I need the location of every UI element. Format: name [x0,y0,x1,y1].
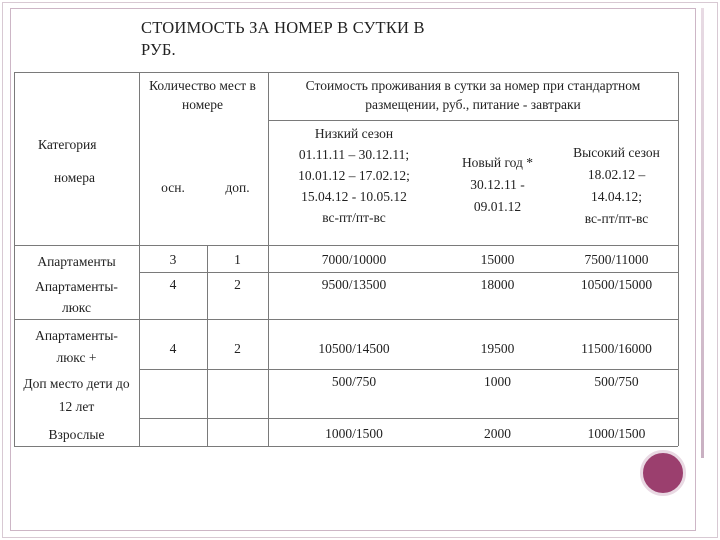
header-main: осн. [161,180,185,195]
new-year-line: 30.12.11 - [470,177,525,192]
header-low-season [268,123,440,228]
header-category [14,135,139,154]
low-season-line: вс-пт/пт-вс [322,210,386,225]
row-category-line: Доп место дети до [23,376,130,391]
row-category-line: Апартаменты- [35,328,118,343]
table-border-right [678,72,679,446]
high-season-line: вс-пт/пт-вс [584,211,649,226]
header-cost-line: Стоимость проживания в сутки за номер при стандартном [305,78,641,93]
row-category-line: люкс [61,300,92,315]
row-main: 4 [169,341,177,356]
header-new-year [440,152,555,218]
header-category-line: Категория [38,137,97,152]
header-places-line: Количество мест в [149,78,256,93]
title-line-2: РУБ. [141,40,176,59]
row-low: 9500/13500 [321,277,387,292]
row-high: 10500/15000 [580,277,653,292]
low-season-line: Низкий сезон [314,126,394,141]
row-low: 10500/14500 [318,341,390,356]
row-extra: 1 [234,252,241,267]
header-category-line: номера [54,170,95,185]
row-low: 7000/10000 [321,252,387,267]
low-season-line: 10.01.12 – 17.02.12; [298,168,410,183]
row-main: 4 [169,277,177,292]
row-new-year: 15000 [480,252,515,267]
header-places [135,76,270,114]
high-season-line: Высокий сезон [573,145,660,160]
row-category [14,276,139,318]
header-cost-line: размещении, руб., питание - завтраки [365,97,581,112]
row-category [14,325,139,369]
row-category [14,252,139,271]
row-category [4,372,149,418]
row-category-line: 12 лет [58,399,95,414]
row-high: 500/750 [594,374,639,389]
row-new-year: 19500 [480,341,515,356]
row-category-line: Апартаменты [37,254,116,269]
header-high-season [555,142,678,230]
row-high: 11500/16000 [581,341,652,356]
table-border-bottom [14,446,678,447]
row-high: 7500/11000 [584,252,649,267]
row-extra: 2 [234,277,241,292]
decorative-circle [640,450,686,496]
new-year-line: 09.01.12 [473,199,522,214]
low-season-line: 15.04.12 - 10.05.12 [301,189,407,204]
row-low: 500/750 [331,374,377,389]
row-new-year: 1000 [484,374,511,389]
row-category-line: люкс + [56,350,97,365]
row-extra: 2 [234,341,241,356]
header-subdivider [268,120,678,121]
row-category-line: Взрослые [48,427,105,442]
row-low: 1000/1500 [325,426,383,441]
header-category-2 [14,168,139,187]
low-season-line: 01.11.11 – 30.12.11; [298,147,410,162]
table-border-top [14,72,678,73]
row-category [14,425,139,444]
high-season-line: 14.04.12; [590,189,642,204]
row-line-3 [139,369,678,370]
row-new-year: 2000 [484,426,511,441]
row-new-year: 18000 [480,277,515,292]
row-line-4 [139,418,678,419]
row-line-1 [139,272,678,273]
row-category-line: Апартаменты- [35,279,118,294]
row-line-2 [14,319,678,320]
header-extra: доп. [225,180,250,195]
row-main: 3 [169,252,177,267]
header-bottom-line [14,245,678,246]
row-high: 1000/1500 [587,426,646,441]
title-line-1: СТОИМОСТЬ ЗА НОМЕР В СУТКИ В [141,18,425,37]
slide-title [141,17,425,61]
new-year-line: Новый год * [461,155,534,170]
header-places-line: номере [182,97,223,112]
header-cost [268,76,678,114]
high-season-line: 18.02.12 – [587,167,646,182]
decorative-side-line [701,8,704,458]
